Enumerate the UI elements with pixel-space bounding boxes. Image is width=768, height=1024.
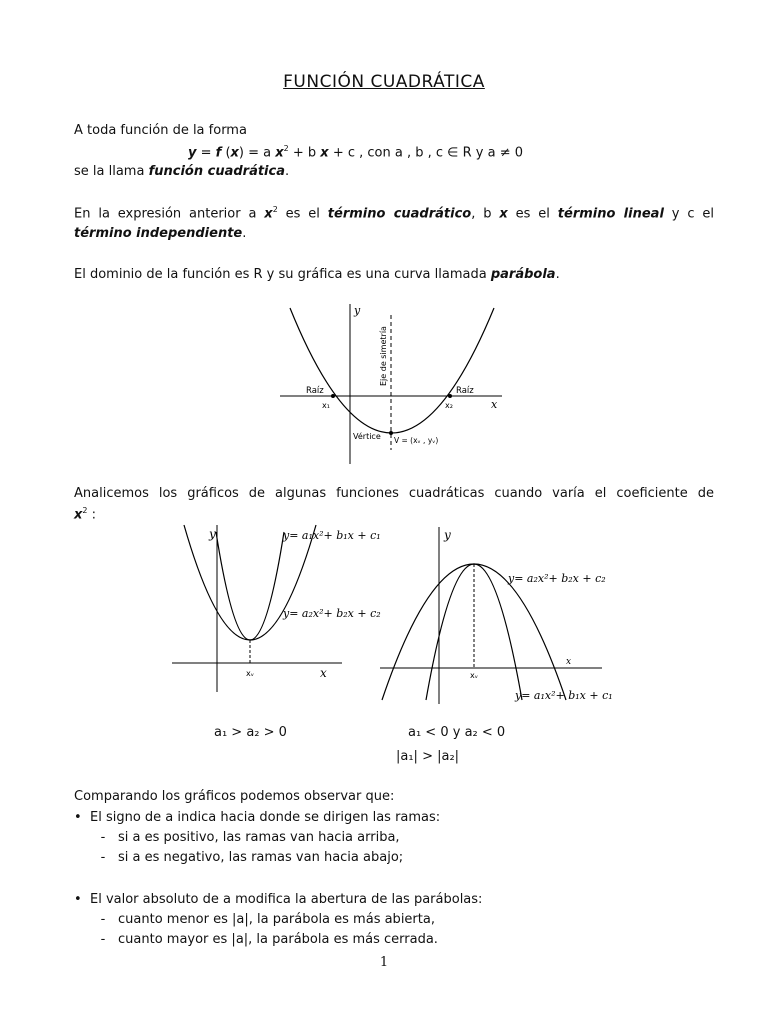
formula-f: f: [215, 145, 222, 161]
fig3-y-label: y: [444, 528, 451, 542]
fig2-eq-a1: y= a₁x²+ b₁x + c₁: [283, 529, 381, 542]
bullet-marker: •: [74, 810, 82, 825]
fig1-y-label: y: [354, 304, 361, 317]
compare-heading: Comparando los gráficos podemos observar que:: [74, 789, 395, 804]
analysis-line-1: Analicemos los gráficos de algunas funciones cuadráticas cuando varía el coeficiente de: [74, 486, 714, 501]
bullet-marker: •: [74, 892, 82, 907]
sub-item-positive: [88, 830, 400, 845]
fig3-eq-a1: y= a₁x²+ b₁x + c₁: [515, 689, 613, 702]
expr-p6: .: [242, 226, 247, 241]
formula-y: y: [188, 145, 197, 161]
fig2-y-label: y: [209, 527, 216, 541]
formula-rest-3: + c , con a , b , c ∈ R y a ≠ 0: [328, 145, 523, 161]
page-number: 1: [379, 955, 389, 970]
root-left-point: [331, 394, 335, 398]
vertex-point: [389, 431, 393, 435]
expr-exponent: 2: [272, 205, 278, 214]
expr-termino-cuadratico: término cuadrático: [327, 206, 472, 222]
sub-item-text: si a es negativo, las ramas van hacia abajo;: [118, 850, 404, 865]
expr-p3: , b: [471, 206, 500, 222]
bullet-item-absolute: [74, 892, 482, 907]
sub-item-larger: [88, 932, 438, 947]
x2-label: x₂: [445, 401, 453, 410]
formula-paren-open: (: [221, 145, 231, 161]
formula-x-squared: x: [275, 145, 284, 161]
upward-parabolas-figure: [170, 520, 395, 695]
fig3-xv-label: xᵥ: [470, 671, 479, 680]
analysis-exponent: 2: [82, 506, 88, 515]
expr-x: x: [264, 206, 273, 222]
expr-x-linear: x: [499, 206, 508, 222]
bullet-text: El valor absoluto de a modifica la abertura de las parábolas:: [90, 892, 483, 907]
fig2-xv-label: xᵥ: [246, 669, 255, 678]
parabola-figure: [270, 300, 510, 470]
parabola-curve: [290, 308, 494, 433]
intro-line3-pre: se la llama: [74, 164, 149, 179]
intro-formula: [188, 144, 523, 160]
formula-exponent: 2: [283, 144, 289, 153]
formula-x: x: [230, 145, 239, 161]
expression-line-2: [74, 226, 246, 241]
fig2-x-label: x: [320, 666, 327, 680]
root-right-label: Raíz: [456, 386, 474, 396]
intro-term-funcion-cuadratica: función cuadrática: [148, 164, 285, 179]
bullet-text: El signo de a indica hacia donde se dirigen las ramas:: [90, 810, 441, 825]
vertex-label: Vértice: [353, 432, 381, 441]
page-title: FUNCIÓN CUADRÁTICA: [283, 72, 485, 92]
intro-line3-post: .: [285, 164, 290, 179]
expr-p2: es el: [277, 206, 328, 222]
parabola-a2-curve: [184, 525, 316, 640]
sub-item-smaller: [88, 912, 435, 927]
fig1-x-label: x: [491, 398, 498, 411]
analysis-line-2: [74, 506, 96, 522]
dash-marker: -: [100, 932, 106, 947]
dash-marker: -: [100, 850, 106, 865]
expr-p4: es el: [507, 206, 558, 222]
expression-line-1: [74, 205, 714, 221]
sub-item-text: si a es positivo, las ramas van hacia arriba,: [118, 830, 400, 845]
symmetry-axis-label: Eje de simetría: [379, 326, 388, 386]
x1-label: x₁: [322, 401, 330, 410]
domain-post: .: [555, 267, 560, 282]
analysis-colon: :: [87, 507, 96, 523]
domain-line: [74, 267, 560, 282]
sub-item-text: cuanto menor es |a|, la parábola es más abierta,: [118, 912, 435, 927]
root-left-label: Raíz: [306, 386, 324, 396]
dash-marker: -: [100, 830, 106, 845]
bullet-item-sign: [74, 810, 440, 825]
intro-line-3: [74, 164, 289, 179]
fig3-caption-2: |a₁| > |a₂|: [396, 749, 460, 764]
formula-x-linear: x: [320, 145, 329, 161]
expr-termino-independiente: término independiente: [74, 226, 243, 241]
expr-p5: y c el: [663, 206, 714, 222]
formula-eq: =: [196, 145, 216, 161]
expr-p1: En la expresión anterior a: [74, 206, 265, 222]
parabola-a1-curve: [216, 532, 284, 640]
fig2-caption: a₁ > a₂ > 0: [214, 725, 287, 740]
formula-rest-2: + b: [288, 145, 321, 161]
formula-paren-close: ): [238, 145, 244, 161]
fig2-eq-a2: y= a₂x²+ b₂x + c₂: [283, 607, 381, 620]
intro-line-1: A toda función de la forma: [74, 123, 247, 138]
sub-item-negative: [88, 850, 403, 865]
vertex-coord-label: V = (xᵥ , yᵥ): [394, 436, 439, 445]
sub-item-text: cuanto mayor es |a|, la parábola es más cerrada.: [118, 932, 438, 947]
root-right-point: [448, 394, 452, 398]
formula-rest-1: = a: [244, 145, 276, 161]
domain-term-parabola: parábola: [490, 267, 556, 282]
downward-parabolas-figure: [378, 522, 618, 707]
fig3-x-label: x: [566, 657, 572, 667]
analysis-x: x: [74, 507, 83, 523]
fig3-caption-1: a₁ < 0 y a₂ < 0: [408, 725, 506, 740]
expr-termino-lineal: término lineal: [557, 206, 664, 222]
dash-marker: -: [100, 912, 106, 927]
domain-pre: El dominio de la función es R y su gráfica es una curva llamada: [74, 267, 491, 282]
fig3-eq-a2: y= a₂x²+ b₂x + c₂: [508, 572, 606, 585]
